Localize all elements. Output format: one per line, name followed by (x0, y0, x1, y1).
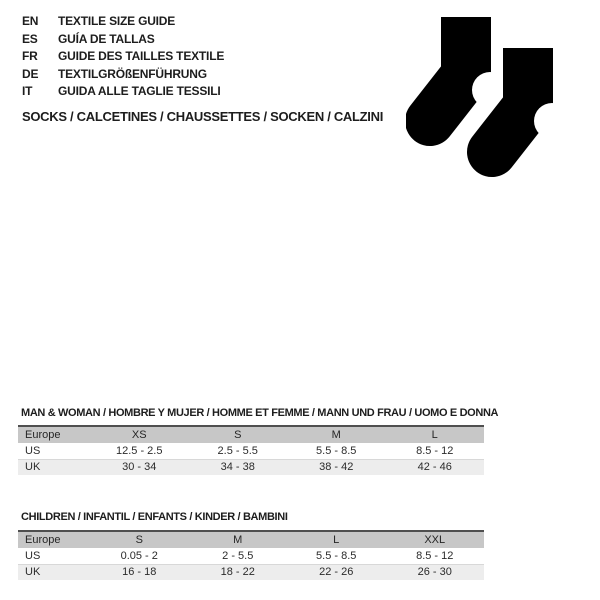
size-cell: 2.5 - 5.5 (217, 444, 258, 457)
socks-icon (406, 17, 561, 182)
header-cell-size: S (135, 534, 143, 546)
size-cell: 8.5 - 12 (416, 444, 454, 457)
table-row-uk (18, 564, 484, 580)
size-cell: 2 - 5.5 (222, 549, 254, 562)
language-code: FR (22, 49, 38, 63)
size-cell: 5.5 - 8.5 (316, 444, 357, 457)
language-row-es (22, 31, 224, 49)
language-row-de (22, 66, 224, 84)
table-header-row (18, 531, 484, 548)
sock-left (430, 17, 508, 121)
size-cell: 42 - 46 (417, 461, 452, 474)
row-label: UK (25, 566, 41, 579)
language-title: GUÍA DE TALLAS (58, 31, 155, 46)
language-title-list (22, 13, 224, 101)
size-table-man-woman (18, 425, 484, 475)
size-cell: 22 - 26 (319, 566, 354, 579)
language-code: DE (22, 66, 39, 81)
size-cell: 8.5 - 12 (416, 549, 454, 562)
header-cell-region: Europe (25, 429, 61, 441)
row-label: US (25, 444, 41, 457)
header-cell-size: M (331, 429, 341, 441)
language-title: TEXTILGRÖßENFÜHRUNG (58, 66, 207, 81)
header-cell-region: Europe (25, 534, 61, 546)
language-title: GUIDA ALLE TAGLIE TESSILI (58, 84, 221, 98)
header-cell-size: XXL (424, 534, 446, 546)
row-label: US (25, 549, 41, 562)
language-row-en (22, 13, 224, 31)
table-row-us (18, 548, 484, 564)
category-heading: SOCKS / CALCETINES / CHAUSSETTES / SOCKEN / CALZINI (22, 109, 384, 124)
size-cell: 34 - 38 (220, 461, 255, 474)
language-title: GUIDE DES TAILLES TEXTILE (58, 49, 225, 63)
row-label: UK (25, 461, 41, 474)
language-title: TEXTILE SIZE GUIDE (58, 14, 176, 28)
size-cell: 30 - 34 (122, 461, 157, 474)
sock-right (492, 48, 561, 152)
table-title-man-woman: MAN & WOMAN / HOMBRE Y MUJER / HOMME ET FEMME / MANN UND FRAU / UOMO E DONNA (21, 407, 499, 419)
language-code: IT (22, 84, 33, 98)
table-title-children: CHILDREN / INFANTIL / ENFANTS / KINDER / BAMBINI (21, 511, 288, 523)
header-cell-size: XS (131, 429, 147, 441)
size-cell: 38 - 42 (319, 461, 354, 474)
size-cell: 0.05 - 2 (120, 549, 158, 562)
size-cell: 12.5 - 2.5 (115, 444, 163, 457)
table-row-us (18, 443, 484, 459)
language-row-fr (22, 48, 224, 66)
header-cell-size: M (233, 534, 243, 546)
size-cell: 18 - 22 (220, 566, 255, 579)
header-cell-size: S (234, 429, 242, 441)
size-cell: 5.5 - 8.5 (316, 549, 357, 562)
language-code: EN (22, 14, 39, 28)
header-cell-size: L (431, 429, 438, 441)
language-code: ES (22, 31, 38, 46)
table-header-row (18, 426, 484, 443)
size-table-children (18, 530, 484, 580)
size-cell: 26 - 30 (417, 566, 452, 579)
size-cell: 16 - 18 (122, 566, 157, 579)
language-row-it (22, 83, 224, 101)
table-row-uk (18, 459, 484, 475)
header-cell-size: L (333, 534, 340, 546)
